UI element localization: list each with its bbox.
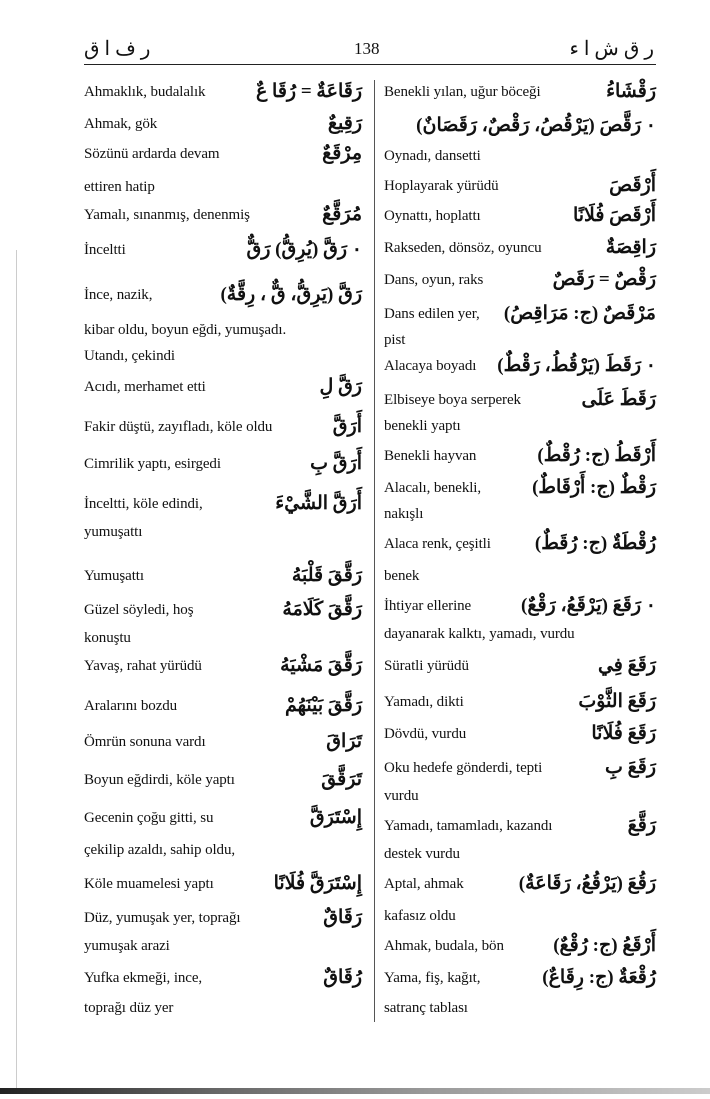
arabic-headword: رَقَّ لِ — [319, 376, 362, 397]
turkish-definition: Düz, yumuşak yer, toprağı — [84, 910, 241, 926]
turkish-definition: İhtiyar ellerine — [384, 598, 472, 614]
dictionary-entry-line — [384, 388, 656, 416]
turkish-definition: nakışlı — [384, 506, 424, 522]
dictionary-entry-line — [384, 690, 656, 718]
turkish-definition: benekli yaptı — [384, 418, 461, 434]
arabic-headword: أَرْقَصَ فُلَانًا — [572, 205, 656, 226]
dictionary-entry-line — [384, 564, 656, 592]
turkish-definition: Aralarını bozdu — [84, 698, 178, 714]
header-right-letters: ر ق ش ا ء — [569, 38, 654, 60]
arabic-headword: رُقْعَةٌ (ج: رِقَاعٌ) — [542, 967, 656, 988]
arabic-headword: ٠ رَقَطَ (يَرْقُطُ، رَقْطٌ) — [497, 355, 656, 376]
dictionary-entry-line — [384, 594, 656, 622]
turkish-definition: satranç tablası — [384, 1000, 468, 1016]
turkish-definition: Yama, fiş, kağıt, — [384, 970, 481, 986]
turkish-definition: Yamalı, sınanmış, denenmiş — [84, 207, 250, 223]
column-divider — [374, 80, 375, 1022]
turkish-definition: Köle muamelesi yaptı — [84, 876, 214, 892]
arabic-headword: رَقَّقَ بَيْنَهُمْ — [284, 695, 362, 716]
turkish-definition: Acıdı, merhamet etti — [84, 379, 206, 395]
turkish-definition: konuştu — [84, 630, 131, 646]
dictionary-entry-line — [384, 236, 656, 264]
turkish-definition: Alacaya boyadı — [384, 358, 477, 374]
dictionary-entry-line — [384, 328, 656, 356]
arabic-headword: أَرْقَعُ (ج: رُقْعٌ) — [553, 935, 656, 956]
dictionary-entry-line — [84, 415, 362, 443]
turkish-definition: vurdu — [384, 788, 419, 804]
dictionary-entry-line — [384, 476, 656, 504]
turkish-definition: pist — [384, 332, 406, 348]
turkish-definition: destek vurdu — [384, 846, 460, 862]
arabic-headword: مُرَقَّعٌ — [322, 204, 362, 225]
dictionary-entry-line — [84, 520, 362, 548]
turkish-definition: Gecenin çoğu gitti, su — [84, 810, 214, 826]
turkish-definition: Yavaş, rahat yürüdü — [84, 658, 202, 674]
arabic-headword: رُقَاقٌ — [323, 967, 362, 988]
arabic-headword: ٠ رَقَّ (يُرِقُّ) رَقٌّ — [246, 239, 362, 260]
turkish-definition: Alaca renk, çeşitli — [384, 536, 491, 552]
arabic-headword: رَقُعَ (يَرْقُعُ، رَقَاعَةٌ) — [518, 873, 656, 894]
dictionary-entry-line — [384, 966, 656, 994]
turkish-definition: Yamadı, dikti — [384, 694, 464, 710]
dictionary-entry-line — [84, 452, 362, 480]
dictionary-entry-line — [84, 838, 362, 866]
arabic-headword: أَرَقَّ — [332, 416, 362, 437]
turkish-definition: yumuşattı — [84, 524, 143, 540]
arabic-headword: تَرَاقَ — [326, 731, 362, 752]
arabic-headword: أَرْقَصَ — [609, 175, 656, 196]
turkish-definition: Elbiseye boya serperek — [384, 392, 521, 408]
turkish-definition: çekilip azaldı, sahip oldu, — [84, 842, 236, 858]
arabic-headword: أَرَقَّ الشَّيْءَ — [275, 493, 362, 514]
arabic-headword: رَقَّعَ — [627, 815, 656, 836]
turkish-definition: benek — [384, 568, 420, 584]
dictionary-entry-line — [384, 414, 656, 442]
turkish-definition: Sözünü ardarda devam — [84, 146, 220, 162]
dictionary-entry-line — [384, 622, 656, 650]
turkish-definition: Alacalı, benekli, — [384, 480, 482, 496]
arabic-headword: أَرْقَطُ (ج: رُقْطٌ) — [537, 445, 656, 466]
turkish-definition: Oynadı, dansetti — [384, 148, 481, 164]
arabic-headword: رَقَطَ عَلَى — [581, 389, 656, 410]
arabic-headword: رَقَّقَ كَلَامَهُ — [282, 599, 362, 620]
dictionary-entry-line — [384, 114, 656, 142]
dictionary-entry-line — [384, 302, 656, 330]
dictionary-entry-line — [384, 814, 656, 842]
page-header — [84, 30, 654, 62]
dictionary-entry-line — [84, 996, 362, 1024]
dictionary-entry-line — [84, 112, 362, 140]
page-number: 138 — [354, 39, 380, 58]
header-rule — [84, 64, 656, 65]
dictionary-entry-line — [84, 626, 362, 654]
dictionary-entry-line — [384, 784, 656, 812]
turkish-definition: İnce, nazik, — [84, 287, 153, 303]
dictionary-entry-line — [384, 756, 656, 784]
turkish-definition: Yamadı, tamamladı, kazandı — [384, 818, 553, 834]
dictionary-entry-line — [384, 722, 656, 750]
arabic-headword: رَقِيعٌ — [327, 113, 362, 134]
arabic-headword: رَقْشَاءُ — [606, 81, 656, 102]
arabic-headword: رَقَّقَ مَشْيَهُ — [280, 655, 362, 676]
dictionary-entry-line — [384, 532, 656, 560]
dictionary-entry-line — [84, 238, 362, 266]
turkish-definition: Cimrilik yaptı, esirgedi — [84, 456, 221, 472]
dictionary-entry-line — [84, 80, 362, 108]
turkish-definition: Utandı, çekindi — [84, 348, 175, 364]
turkish-definition: Hoplayarak yürüdü — [384, 178, 499, 194]
turkish-definition: Dans, oyun, raks — [384, 272, 484, 288]
page-edge-line — [16, 250, 17, 1090]
turkish-definition: toprağı düz yer — [84, 1000, 174, 1016]
dictionary-entry-line — [384, 354, 656, 382]
turkish-definition: İnceltti — [84, 242, 126, 258]
dictionary-entry-line — [384, 502, 656, 530]
dictionary-entry-line — [384, 654, 656, 682]
scan-bottom-edge — [0, 1088, 710, 1094]
dictionary-entry-line — [84, 598, 362, 626]
dictionary-entry-line — [84, 375, 362, 403]
turkish-definition: Ömrün sonuna vardı — [84, 734, 206, 750]
turkish-definition: Yufka ekmeği, ince, — [84, 970, 203, 986]
dictionary-entry-line — [84, 694, 362, 722]
arabic-headword: رَقَّقَ قَلْبَهُ — [291, 565, 362, 586]
dictionary-entry-line — [384, 174, 656, 202]
turkish-definition: Dövdü, vurdu — [384, 726, 467, 742]
dictionary-entry-line — [384, 144, 656, 172]
arabic-headword: مَرْقَصٌ (ج: مَرَاقِصُ) — [503, 303, 656, 324]
dictionary-entry-line — [84, 318, 362, 346]
dictionary-entry-line — [84, 872, 362, 900]
turkish-definition: Ahmak, gök — [84, 116, 158, 132]
turkish-definition: Benekli yılan, uğur böceği — [384, 84, 541, 100]
dictionary-entry-line — [384, 904, 656, 932]
turkish-definition: Boyun eğdirdi, köle yaptı — [84, 772, 235, 788]
dictionary-entry-line — [384, 444, 656, 472]
turkish-definition: dayanarak kalktı, yamadı, vurdu — [384, 626, 575, 642]
arabic-headword: مِرْقَعٌ — [322, 143, 362, 164]
turkish-definition: Ahmak, budala, bön — [384, 938, 504, 954]
arabic-headword: رُقْطَةٌ (ج: رُقَطٌ) — [534, 533, 656, 554]
dictionary-entry-line — [84, 492, 362, 520]
turkish-definition: kibar oldu, boyun eğdi, yumuşadı. — [84, 322, 287, 338]
turkish-definition: Dans edilen yer, — [384, 306, 480, 322]
arabic-headword: رَقَعَ الثَّوْبَ — [578, 691, 656, 712]
dictionary-entry-line — [84, 175, 362, 203]
dictionary-entry-line — [384, 80, 656, 108]
dictionary-entry-line — [84, 564, 362, 592]
turkish-definition: Aptal, ahmak — [384, 876, 464, 892]
dictionary-entry-line — [84, 806, 362, 834]
turkish-definition: Fakir düştü, zayıfladı, köle oldu — [84, 419, 273, 435]
dictionary-entry-line — [384, 204, 656, 232]
arabic-headword: رَقَعَ بِ — [604, 757, 656, 778]
turkish-definition: yumuşak arazi — [84, 938, 170, 954]
dictionary-entry-line — [84, 966, 362, 994]
dictionary-entry-line — [384, 842, 656, 870]
header-left-letters: ر ف ا ق — [84, 38, 151, 60]
dictionary-entry-line — [84, 283, 362, 311]
arabic-headword: رَقَّ (يَرِقُّ، قٌّ ، رِقَّةٌ) — [220, 284, 362, 305]
turkish-definition: Oku hedefe gönderdi, tepti — [384, 760, 543, 776]
arabic-headword: رَقْصٌ = رَقَصٌ — [552, 269, 656, 290]
arabic-headword: تَرَقَّقَ — [321, 769, 362, 790]
arabic-headword: رَقَعَ فُلَانًا — [591, 723, 656, 744]
arabic-headword: رَقَاعَةٌ = رُقَا عٌ — [255, 81, 362, 102]
dictionary-entry-line — [84, 142, 362, 170]
turkish-definition: ettiren hatip — [84, 179, 155, 195]
dictionary-entry-line — [84, 344, 362, 372]
dictionary-entry-line — [384, 996, 656, 1024]
dictionary-entry-line — [84, 203, 362, 231]
dictionary-entry-line — [384, 268, 656, 296]
turkish-definition: Ahmaklık, budalalık — [84, 84, 206, 100]
dictionary-entry-line — [84, 768, 362, 796]
arabic-headword: إِسْتَرَقَّ — [309, 807, 362, 828]
turkish-definition: Oynattı, hoplattı — [384, 208, 481, 224]
arabic-headword: إِسْتَرَقَّ فُلَانًا — [273, 873, 362, 894]
arabic-headword: ٠ رَقَّصَ (يَرْقُصُ، رَقْصٌ، رَقَصَانٌ) — [416, 115, 656, 136]
dictionary-entry-line — [84, 906, 362, 934]
arabic-headword: ٠ رَقَعَ (يَرْقَعُ، رَقْعٌ) — [521, 595, 656, 616]
dictionary-entry-line — [84, 654, 362, 682]
dictionary-entry-line — [84, 730, 362, 758]
turkish-definition: Rakseden, dönsöz, oyuncu — [384, 240, 542, 256]
arabic-headword: رَقَاقٌ — [323, 907, 362, 928]
dictionary-entry-line — [84, 934, 362, 962]
arabic-headword: أَرَقَّ بِ — [310, 453, 362, 474]
turkish-definition: Güzel söyledi, hoş — [84, 602, 194, 618]
arabic-headword: رَاقِصَةٌ — [605, 237, 656, 258]
turkish-definition: Süratli yürüdü — [384, 658, 469, 674]
arabic-headword: رَقَعَ فِي — [597, 655, 656, 676]
dictionary-entry-line — [384, 934, 656, 962]
dictionary-entry-line — [384, 872, 656, 900]
turkish-definition: İnceltti, köle edindi, — [84, 496, 203, 512]
turkish-definition: Yumuşattı — [84, 568, 144, 584]
arabic-headword: رَقْطٌ (ج: أَرْقَاطٌ) — [532, 477, 656, 498]
turkish-definition: kafasız oldu — [384, 908, 456, 924]
turkish-definition: Benekli hayvan — [384, 448, 477, 464]
